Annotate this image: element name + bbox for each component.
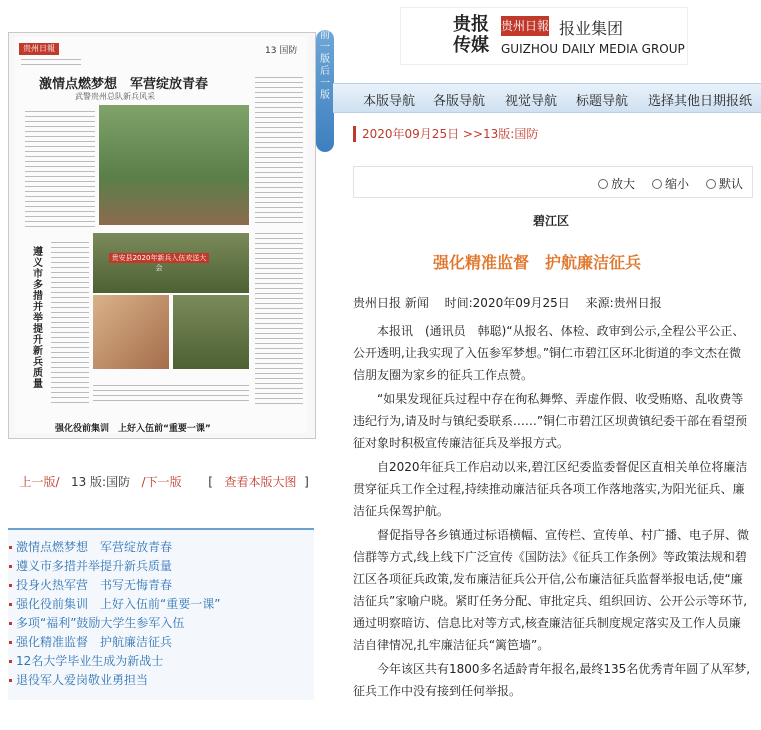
view-large-image-link[interactable]: 查看本版大图 <box>224 475 297 489</box>
text-column <box>255 77 303 227</box>
article-paragraph: “如果发现征兵过程中存在徇私舞弊、弄虚作假、收受贿赂、乱收费等违纪行为,请及时与镇纪委联系……”铜仁市碧江区坝黄镇纪委干部在看望预征对象时积极宣传廉洁征兵及举报方式。 <box>353 392 748 450</box>
article-body <box>353 320 751 704</box>
top-navigation <box>333 83 761 113</box>
logo-group: 报业集团 <box>559 19 624 38</box>
photo <box>93 295 169 369</box>
article-paragraph: 督促指导各乡镇通过标语横幅、宣传栏、宣传单、村广播、电子屏、微信群等方式,线上线下广泛宣传《国防法》《征兵工作条例》等政策法规和碧江区各项征兵政策,发布廉洁征兵公开信,公布廉洁征兵监督举报电话,使“廉洁征兵”家喻户晓。紧盯任务分配、审批定兵、组织回访、公开公示等环节,通过明察暗访、信息比对等方式,核查廉洁征兵制度规定落实及工作人员廉洁自律情况,扎牢廉洁征兵“篱笆墙”。 <box>353 528 750 652</box>
radio-icon <box>706 179 716 189</box>
side-nav-char[interactable]: 前 <box>320 30 330 41</box>
zoom-out-icon <box>652 179 662 189</box>
article-list-item[interactable]: 多项“福利”鼓励大学生参军入伍 <box>8 614 314 633</box>
photo <box>93 233 249 293</box>
logo-english: GUIZHOU DAILY MEDIA GROUP <box>501 42 685 56</box>
article-list-item[interactable]: 投身火热军营 书写无悔青春 <box>8 576 314 595</box>
article-paragraph: 自2020年征兵工作启动以来,碧江区纪委监委督促区直相关单位将廉洁贯穿征兵工作全过程,持续推动廉洁征兵各项工作落地落实,为阳光征兵、廉洁征兵保驾护航。 <box>353 460 748 518</box>
section-name: 碧江区 <box>533 214 570 228</box>
breadcrumb: 2020年09月25日 >>13版:国防 <box>353 126 538 142</box>
text-column <box>25 111 95 231</box>
logo-daily-mark: 贵州日報 <box>501 16 549 36</box>
bracket-close: ] <box>304 475 309 489</box>
nav-other-dates[interactable]: 选择其他日期报纸 <box>648 94 753 109</box>
article-title: 强化精准监督 护航廉洁征兵 <box>433 253 642 272</box>
thumbnail-banner: 贵安县2020年新兵入伍欢送大会 <box>109 253 209 263</box>
side-nav-char[interactable]: 后 <box>320 66 330 77</box>
logo-title <box>453 14 489 56</box>
page-thumbnail[interactable] <box>8 32 316 439</box>
text-column <box>21 59 81 67</box>
zoom-in-button[interactable] <box>598 175 635 192</box>
text-column <box>51 242 89 407</box>
zoom-in-label: 放大 <box>611 177 636 191</box>
logo-title-line: 传媒 <box>453 35 489 56</box>
zoom-controls <box>353 166 753 198</box>
text-column <box>93 385 249 405</box>
page-pager <box>8 472 314 492</box>
side-nav-char[interactable]: 版 <box>320 54 330 65</box>
nav-visual[interactable]: 视觉导航 <box>505 94 558 109</box>
thumbnail-vertical-title: 遵义市多措并举提升新兵质量 <box>33 247 43 390</box>
text-column <box>255 233 303 405</box>
article-list-item[interactable]: 激情点燃梦想 军营绽放青春 <box>8 538 314 557</box>
zoom-out-button[interactable] <box>652 175 689 192</box>
nav-titles[interactable]: 标题导航 <box>576 94 629 109</box>
media-group-logo <box>400 7 688 65</box>
next-page-link[interactable]: /下一版 <box>141 475 182 489</box>
thumbnail-masthead: 贵州日報 <box>19 43 59 55</box>
page-side-nav[interactable] <box>316 30 334 152</box>
article-paragraph: 本报讯 (通讯员 韩聪)“从报名、体检、政审到公示,全程公平公正、公开透明,让我实现了入伍参军梦想。”铜仁市碧江区环北街道的李文杰在微信朋友圈为家乡的征兵工作点赞。 <box>353 324 745 382</box>
thumbnail-headline: 激情点燃梦想 军营绽放青春 <box>39 77 209 92</box>
zoom-in-icon <box>598 179 608 189</box>
thumbnail-subheadline: 武警贵州总队新兵风采 <box>75 92 155 101</box>
article-paragraph: 今年该区共有1800多名适龄青年报名,最终135名优秀青年圆了从军梦,征兵工作中没有接到任何举报。 <box>353 662 751 698</box>
article-list-item[interactable]: 强化精准监督 护航廉洁征兵 <box>8 633 314 652</box>
zoom-default-label: 默认 <box>719 177 744 191</box>
thumbnail-section: 13 国防 <box>265 46 298 56</box>
bracket-open: [ <box>208 475 213 489</box>
logo-title-line: 贵报 <box>453 14 489 35</box>
side-nav-char[interactable]: 一 <box>320 42 330 53</box>
article-list <box>8 528 314 700</box>
article-list-item[interactable]: 强化役前集训 上好入伍前“重要一课” <box>8 595 314 614</box>
article-list-item[interactable]: 退役军人爱岗敬业勇担当 <box>8 671 314 690</box>
side-nav-char[interactable]: 一 <box>320 78 330 89</box>
thumbnail-bottom-headline: 强化役前集训 上好入伍前“重要一课” <box>55 424 211 434</box>
article-meta: 贵州日报 新闻 时间:2020年09月25日 来源:贵州日报 <box>353 296 662 310</box>
zoom-out-label: 缩小 <box>665 177 690 191</box>
newspaper-page-image[interactable] <box>15 37 307 433</box>
current-page-label: 13 版:国防 <box>70 475 131 489</box>
photo <box>173 295 249 369</box>
left-panel <box>0 0 330 730</box>
prev-page-link[interactable]: 上一版/ <box>19 475 60 489</box>
nav-all-pages[interactable]: 各版导航 <box>433 94 486 109</box>
zoom-default-button[interactable] <box>706 175 743 192</box>
side-nav-char[interactable]: 版 <box>320 90 330 101</box>
nav-this-page[interactable]: 本版导航 <box>363 94 416 109</box>
photo <box>99 105 249 225</box>
article-list-item[interactable]: 12名大学毕业生成为新战士 <box>8 652 314 671</box>
article-list-item[interactable]: 遵义市多措并举提升新兵质量 <box>8 557 314 576</box>
